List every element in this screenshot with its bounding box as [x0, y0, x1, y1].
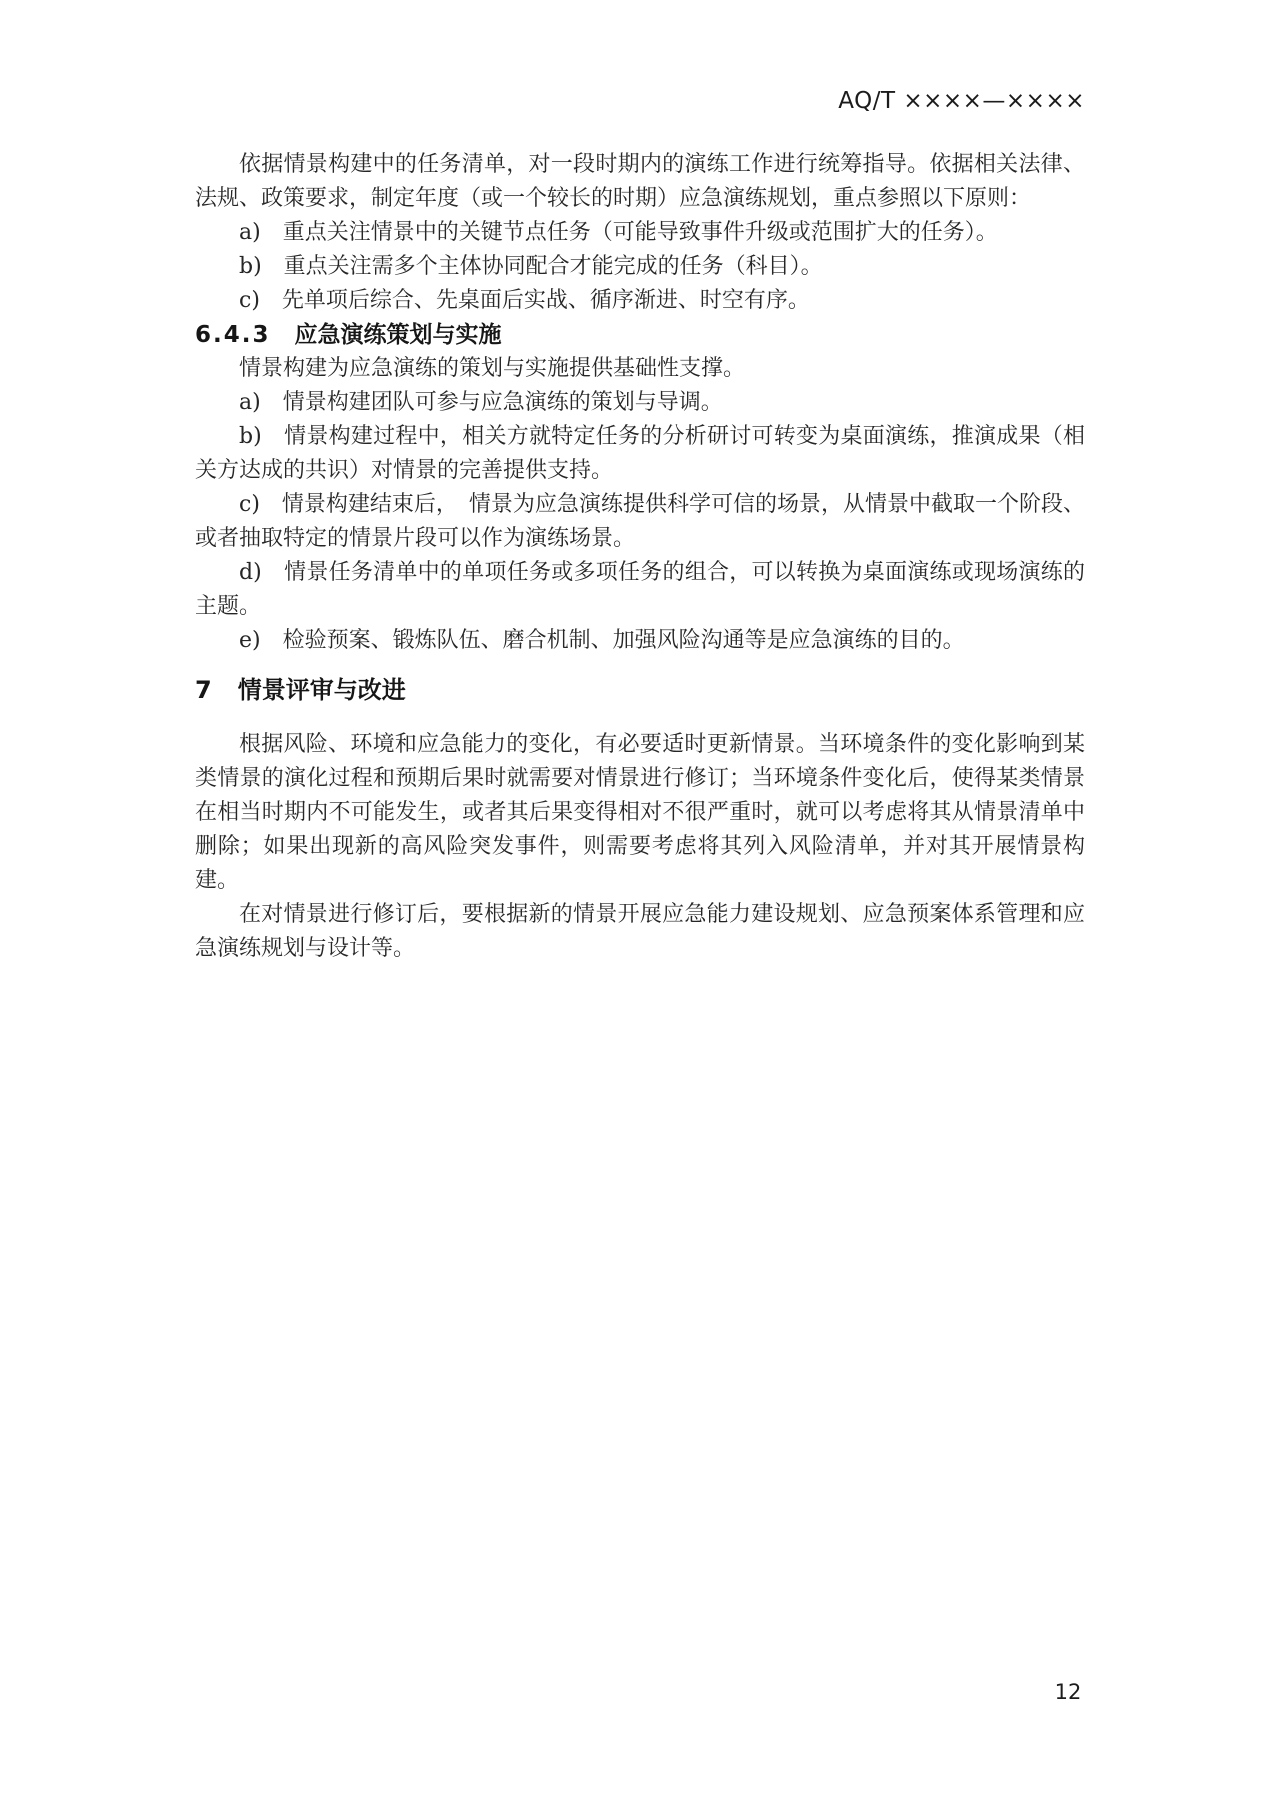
list-item-6-4-3-a: a) 情景构建团队可参与应急演练的策划与导调。	[239, 390, 723, 415]
heading-7-number: 7	[195, 676, 214, 704]
paragraph-7-revision: 在对情景进行修订后，要根据新的情景开展应急能力建设规划、应急预案体系管理和应急演练规划与设计等。	[195, 902, 1085, 961]
list-item-6-4-3-e: e) 检验预案、锻炼队伍、磨合机制、加强风险沟通等是应急演练的目的。	[239, 628, 965, 653]
list-item-6-4-2-b: b) 重点关注需多个主体协同配合才能完成的任务（科目）。	[239, 254, 823, 279]
page-header	[195, 86, 1085, 116]
paragraph-7-review: 根据风险、环境和应急能力的变化，有必要适时更新情景。当环境条件的变化影响到某类情景的演化过程和预期后果时就需要对情景进行修订；当环境条件变化后，使得某类情景在相当时期内不可能发生，或者其后果变得相对不很严重时，就可以考虑将其从情景清单中删除；如果出现新的高风险突发事件，则需要考虑将其列入风险清单，并对其开展情景构建。	[195, 732, 1085, 893]
page-footer	[1048, 1678, 1088, 1706]
list-item-6-4-2-a: a) 重点关注情景中的关键节点任务（可能导致事件升级或范围扩大的任务）。	[239, 220, 998, 245]
paragraph-exercise-planning: 依据情景构建中的任务清单，对一段时期内的演练工作进行统筹指导。依据相关法律、法规、政策要求，制定年度（或一个较长的时期）应急演练规划，重点参照以下原则：	[195, 152, 1085, 211]
heading-6-4-3-title: 应急演练策划与实施	[294, 322, 502, 348]
list-item-6-4-3-d: d) 情景任务清单中的单项任务或多项任务的组合，可以转换为桌面演练或现场演练的主题。	[195, 560, 1085, 619]
page-number: 12	[1054, 1680, 1082, 1704]
document-body	[195, 148, 1085, 966]
heading-7	[195, 673, 1085, 707]
doc-code: AQ/T ××××—××××	[838, 88, 1085, 114]
list-item-6-4-3-c: c) 情景构建结束后， 情景为应急演练提供科学可信的场景，从情景中截取一个阶段、或者抽取特定的情景片段可以作为演练场景。	[195, 492, 1085, 551]
list-item-6-4-3-b: b) 情景构建过程中，相关方就特定任务的分析研讨可转变为桌面演练，推演成果（相关方达成的共识）对情景的完善提供支持。	[195, 424, 1085, 483]
heading-6-4-3-number: 6.4.3	[195, 322, 271, 348]
paragraph-6-4-3-intro: 情景构建为应急演练的策划与实施提供基础性支撑。	[239, 356, 746, 381]
heading-6-4-3	[195, 318, 1085, 352]
list-item-6-4-2-c: c) 先单项后综合、先桌面后实战、循序渐进、时空有序。	[239, 288, 810, 313]
heading-7-title: 情景评审与改进	[237, 676, 406, 704]
